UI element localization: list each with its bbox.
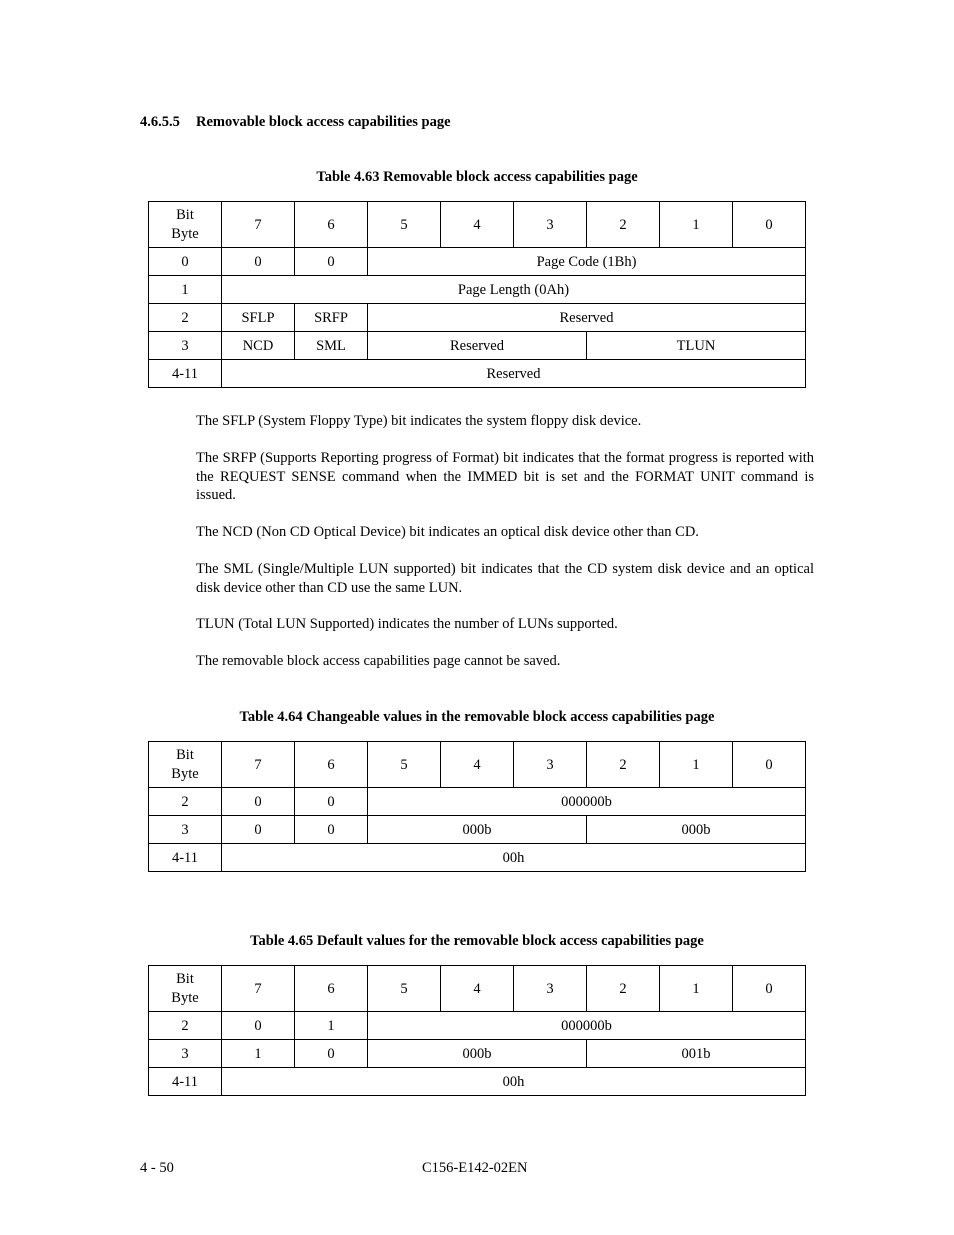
bit-label: Bit	[176, 970, 194, 987]
table-header-row	[149, 742, 806, 788]
bit-7-header: 7	[222, 742, 295, 788]
byte-cell: 2	[149, 1012, 222, 1040]
document-number: C156-E142-02EN	[422, 1160, 528, 1176]
reserved-cell: Reserved	[368, 332, 587, 360]
bit-7-cell: 0	[222, 248, 295, 276]
byte-label: Byte	[171, 989, 199, 1006]
bit-5-header: 5	[368, 742, 441, 788]
table-header-row	[149, 966, 806, 1012]
bit-byte-header-cell	[149, 742, 222, 788]
table-header-row	[149, 202, 806, 248]
bit-6-cell: 1	[295, 1012, 368, 1040]
value-cell: 00h	[222, 1068, 806, 1096]
bit-6-cell: 0	[295, 248, 368, 276]
bit-1-header: 1	[660, 742, 733, 788]
paragraph-srfp: The SRFP (Supports Reporting progress of Format) bit indicates that the format progress is reported with the REQUEST SENSE command when the IMMED bit is set and the FORMAT UNIT command is issued.	[196, 450, 814, 503]
value-cell: 000b	[587, 816, 806, 844]
bit-3-header: 3	[514, 966, 587, 1012]
byte-cell: 4-11	[149, 844, 222, 872]
table-63	[148, 201, 806, 388]
bit-7-header: 7	[222, 966, 295, 1012]
bit-5-header: 5	[368, 202, 441, 248]
sflp-cell: SFLP	[222, 304, 295, 332]
srfp-cell: SRFP	[295, 304, 368, 332]
bit-7-cell: 0	[222, 816, 295, 844]
table-row	[149, 788, 806, 816]
table-row	[149, 360, 806, 388]
table-row	[149, 304, 806, 332]
byte-cell: 2	[149, 788, 222, 816]
bit-5-header: 5	[368, 966, 441, 1012]
paragraph-not-saved: The removable block access capabilities page cannot be saved.	[196, 653, 561, 669]
table-row	[149, 1012, 806, 1040]
paragraph-sml: The SML (Single/Multiple LUN supported) bit indicates that the CD system disk device and an optical disk device other than CD use the same LUN.	[196, 561, 814, 596]
reserved-cell: Reserved	[368, 304, 806, 332]
byte-cell: 3	[149, 816, 222, 844]
bit-4-header: 4	[441, 966, 514, 1012]
byte-cell: 2	[149, 304, 222, 332]
table-63-caption: Table 4.63 Removable block access capabilities page	[316, 169, 638, 185]
table-row	[149, 1068, 806, 1096]
bit-4-header: 4	[441, 202, 514, 248]
bit-6-cell: 0	[295, 788, 368, 816]
value-cell: 001b	[587, 1040, 806, 1068]
tlun-cell: TLUN	[587, 332, 806, 360]
bit-2-header: 2	[587, 966, 660, 1012]
bit-6-cell: 0	[295, 1040, 368, 1068]
bit-3-header: 3	[514, 202, 587, 248]
bit-0-header: 0	[733, 966, 806, 1012]
page-length-cell: Page Length (0Ah)	[222, 276, 806, 304]
bit-2-header: 2	[587, 202, 660, 248]
bit-byte-header-cell	[149, 966, 222, 1012]
table-64	[148, 741, 806, 872]
bit-7-cell: 0	[222, 788, 295, 816]
bit-7-cell: 0	[222, 1012, 295, 1040]
bit-6-header: 6	[295, 742, 368, 788]
paragraph-sflp: The SFLP (System Floppy Type) bit indicates the system floppy disk device.	[196, 413, 642, 429]
section-title: Removable block access capabilities page	[196, 114, 451, 130]
bit-4-header: 4	[441, 742, 514, 788]
byte-label: Byte	[171, 225, 199, 242]
bit-2-header: 2	[587, 742, 660, 788]
table-row	[149, 844, 806, 872]
bit-3-header: 3	[514, 742, 587, 788]
paragraph-ncd: The NCD (Non CD Optical Device) bit indicates an optical disk device other than CD.	[196, 524, 699, 540]
value-cell: 000b	[368, 1040, 587, 1068]
table-row	[149, 816, 806, 844]
page-code-cell: Page Code (1Bh)	[368, 248, 806, 276]
bit-byte-header-cell	[149, 202, 222, 248]
table-65-caption: Table 4.65 Default values for the removable block access capabilities page	[250, 933, 704, 949]
bit-label: Bit	[176, 206, 194, 223]
value-cell: 000b	[368, 816, 587, 844]
table-row	[149, 1040, 806, 1068]
page-number: 4 - 50	[140, 1160, 174, 1176]
bit-label: Bit	[176, 746, 194, 763]
reserved-cell: Reserved	[222, 360, 806, 388]
table-65	[148, 965, 806, 1096]
value-cell: 000000b	[368, 788, 806, 816]
value-cell: 000000b	[368, 1012, 806, 1040]
table-row	[149, 276, 806, 304]
sml-cell: SML	[295, 332, 368, 360]
byte-cell: 1	[149, 276, 222, 304]
byte-cell: 0	[149, 248, 222, 276]
bit-6-header: 6	[295, 966, 368, 1012]
paragraph-tlun: TLUN (Total LUN Supported) indicates the number of LUNs supported.	[196, 616, 618, 632]
bit-6-header: 6	[295, 202, 368, 248]
bit-6-cell: 0	[295, 816, 368, 844]
table-row	[149, 332, 806, 360]
table-64-caption: Table 4.64 Changeable values in the removable block access capabilities page	[239, 709, 715, 725]
ncd-cell: NCD	[222, 332, 295, 360]
section-heading	[140, 114, 451, 131]
byte-label: Byte	[171, 765, 199, 782]
bit-7-header: 7	[222, 202, 295, 248]
table-row	[149, 248, 806, 276]
bit-0-header: 0	[733, 742, 806, 788]
bit-7-cell: 1	[222, 1040, 295, 1068]
value-cell: 00h	[222, 844, 806, 872]
byte-cell: 4-11	[149, 360, 222, 388]
byte-cell: 3	[149, 1040, 222, 1068]
byte-cell: 4-11	[149, 1068, 222, 1096]
section-number: 4.6.5.5	[140, 114, 180, 130]
bit-1-header: 1	[660, 202, 733, 248]
byte-cell: 3	[149, 332, 222, 360]
bit-1-header: 1	[660, 966, 733, 1012]
bit-0-header: 0	[733, 202, 806, 248]
